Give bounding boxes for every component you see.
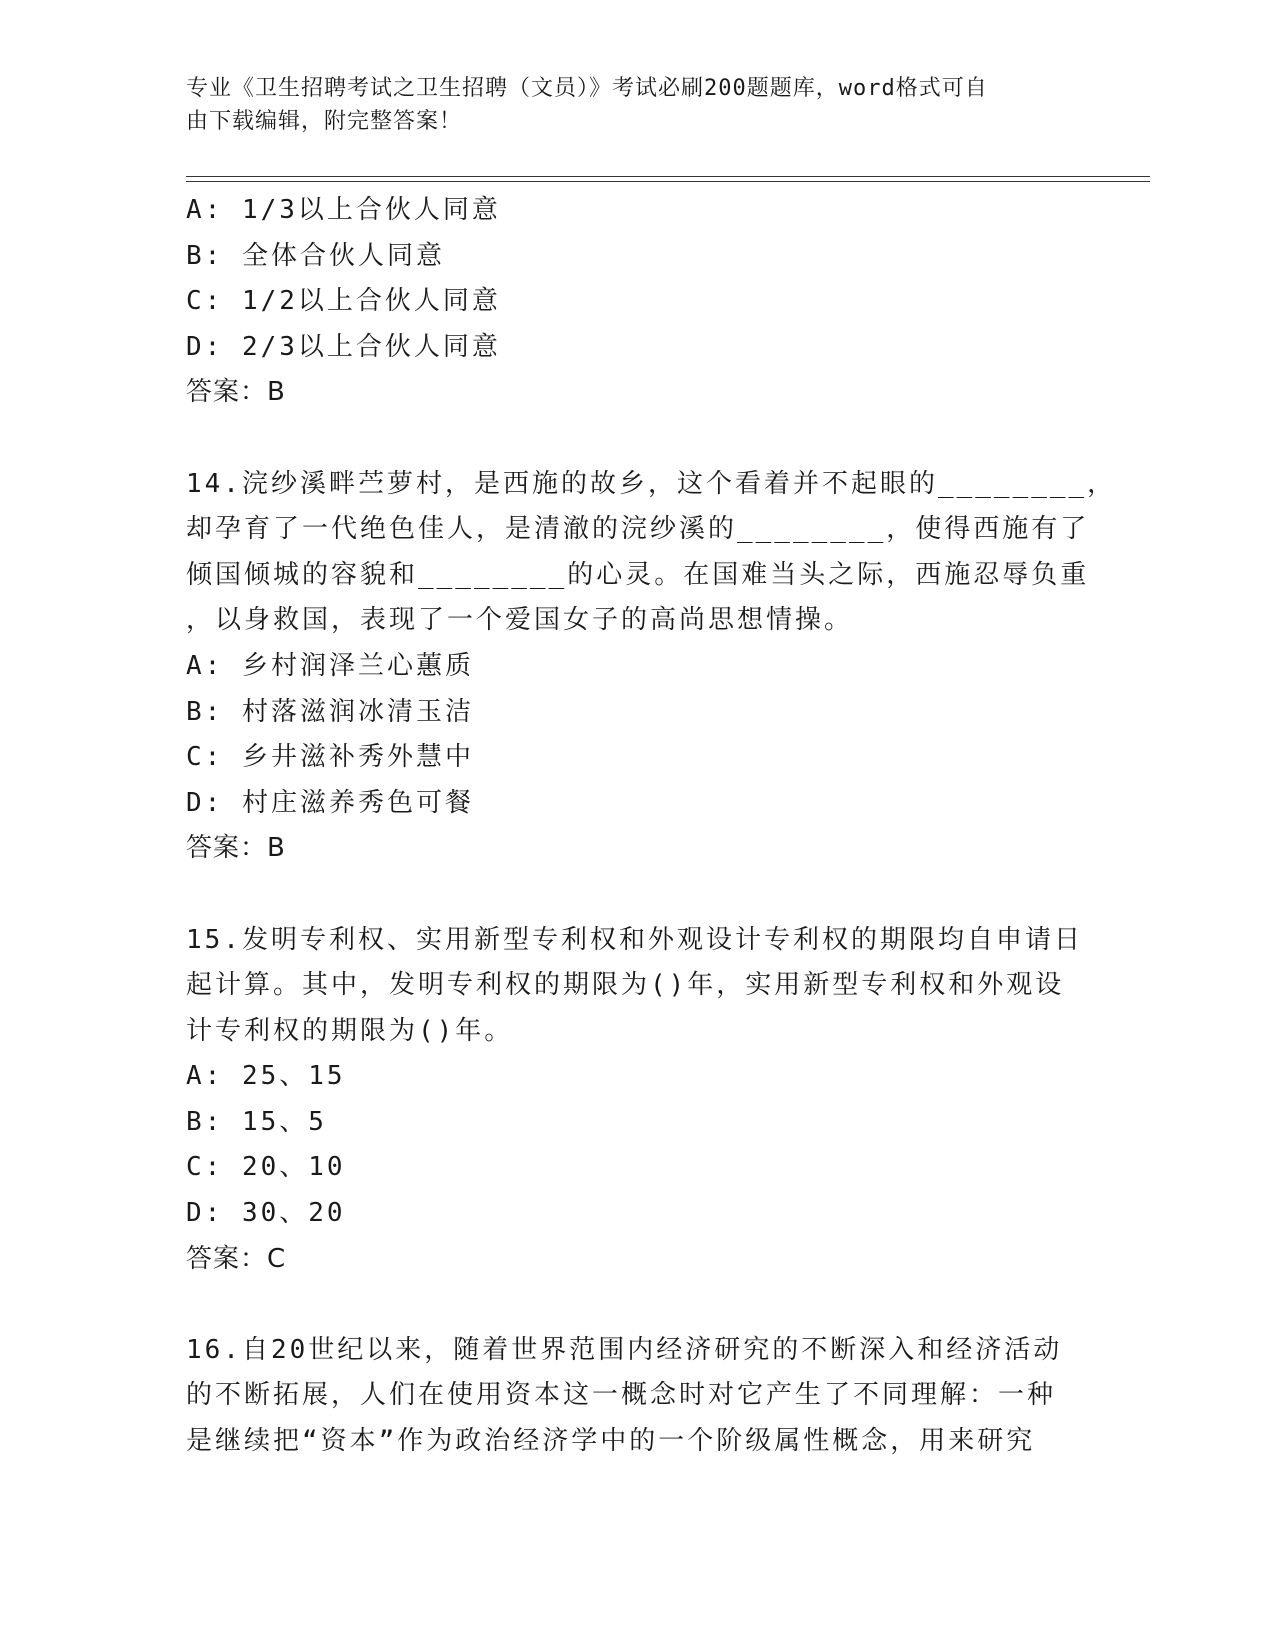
question-stem-line: 却孕育了一代绝色佳人，是清澈的浣纱溪的________，使得西施有了 xyxy=(186,514,1090,545)
option-c: C: 20、10 xyxy=(186,1152,346,1183)
question-stem-line: 倾国倾城的容貌和________的心灵。在国难当头之际，西施忍辱负重 xyxy=(186,559,1090,590)
question-stem-line: 的不断拓展，人们在使用资本这一概念时对它产生了不同理解：一种 xyxy=(186,1380,1057,1411)
spacer xyxy=(186,416,1086,462)
question-stem-line: 16.自20世纪以来，随着世界范围内经济研究的不断深入和经济活动 xyxy=(186,1334,1063,1365)
option-a: A: 1/3以上合伙人同意 xyxy=(186,195,501,225)
option-a: A: 25、15 xyxy=(186,1061,346,1092)
answer: 答案：B xyxy=(186,833,286,864)
option-d: D: 30、20 xyxy=(186,1198,346,1229)
question-stem-line: 起计算。其中，发明专利权的期限为()年，实用新型专利权和外观设 xyxy=(186,970,1065,1001)
document-body xyxy=(186,188,1117,1465)
header-line-1: 专业《卫生招聘考试之卫生招聘（文员）》考试必刷200题题库，word格式可自 xyxy=(186,76,988,101)
question-13 xyxy=(186,188,1086,416)
spacer xyxy=(186,1282,1086,1328)
option-b: B: 全体合伙人同意 xyxy=(186,240,445,271)
header-divider-bottom xyxy=(186,181,1150,182)
question-stem-line: ，以身救国，表现了一个爱国女子的高尚思想情操。 xyxy=(186,605,854,636)
question-stem-line: 计专利权的期限为()年。 xyxy=(186,1015,514,1046)
question-14 xyxy=(186,462,1117,872)
option-b: B: 村落滋润冰清玉洁 xyxy=(186,696,474,727)
page-header xyxy=(186,72,1066,138)
answer: 答案：B xyxy=(186,377,286,408)
answer: 答案：C xyxy=(186,1243,287,1274)
option-b: B: 15、5 xyxy=(186,1106,327,1137)
question-stem-line: 14.浣纱溪畔苎萝村，是西施的故乡，这个看着并不起眼的________， xyxy=(186,468,1117,499)
option-c: C: 乡井滋补秀外慧中 xyxy=(186,742,474,773)
question-15 xyxy=(186,918,1086,1283)
option-d: D: 2/3以上合伙人同意 xyxy=(186,331,501,362)
header-divider-top xyxy=(186,176,1150,177)
question-stem-line: 15.发明专利权、实用新型专利权和外观设计专利权的期限均自申请日 xyxy=(186,924,1083,955)
header-line-2: 由下载编辑，附完整答案！ xyxy=(186,109,463,134)
option-a: A: 乡村润泽兰心蕙质 xyxy=(186,650,474,681)
question-stem-line: 是继续把“资本”作为政治经济学中的一个阶级属性概念，用来研究 xyxy=(186,1426,1036,1457)
option-d: D: 村庄滋养秀色可餐 xyxy=(186,787,474,818)
option-c: C: 1/2以上合伙人同意 xyxy=(186,286,501,317)
question-16 xyxy=(186,1328,1086,1465)
spacer xyxy=(186,872,1086,918)
